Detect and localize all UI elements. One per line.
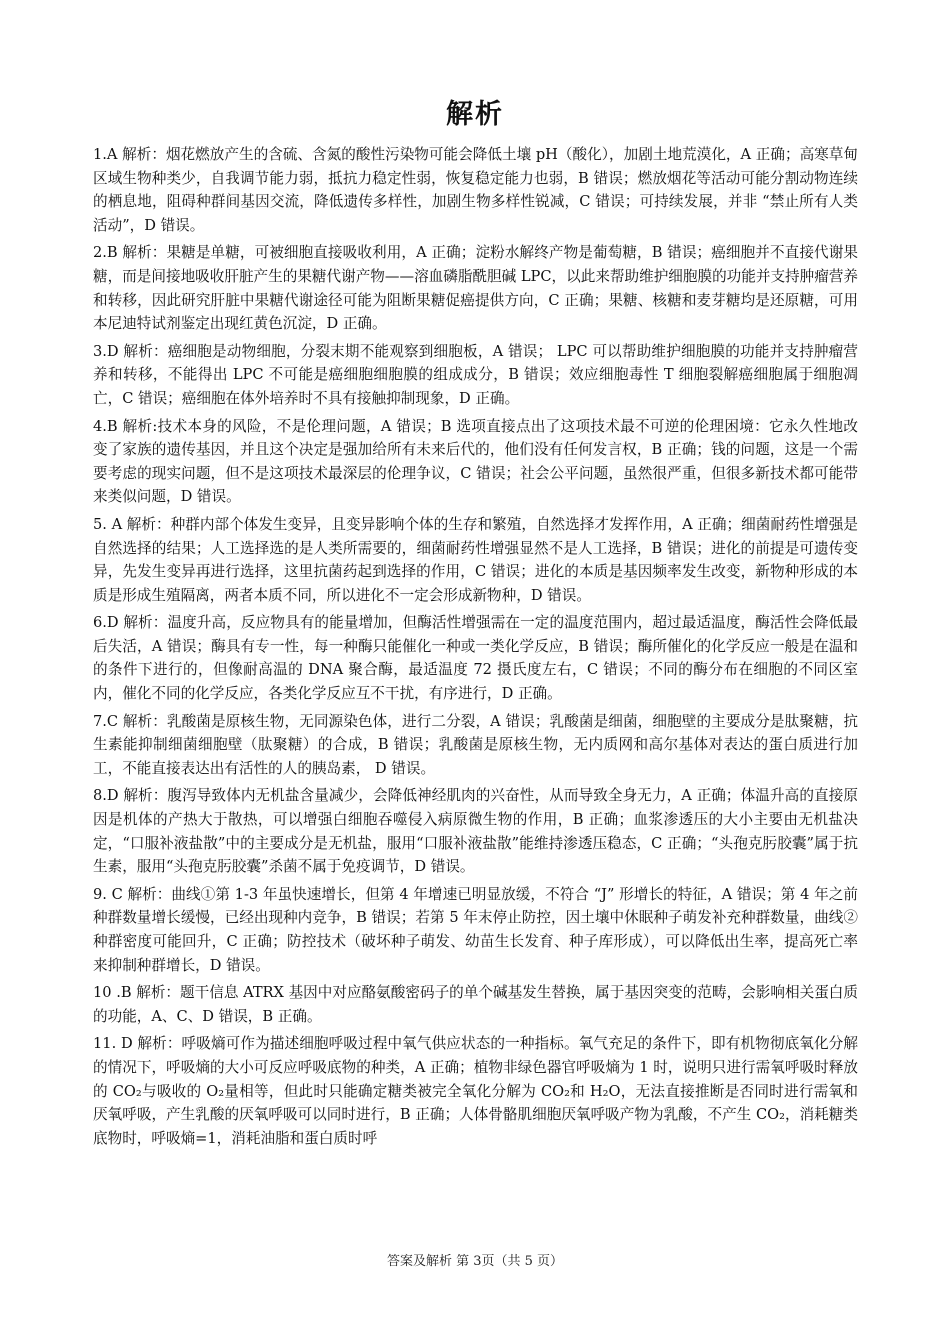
- answer-analysis-7: 7.C 解析：乳酸菌是原核生物，无同源染色体，进行二分裂，A 错误；乳酸菌是细菌，细胞壁的主要成分是肽聚糖，抗生素能抑制细菌细胞壁（肽聚糖）的合成，B 错误；乳酸菌是原核生物，无内质网和高尔基体对表达的蛋白质进行加工，不能直接表达出有活性的人的胰岛素， D 错误。: [93, 712, 858, 777]
- answer-analysis-10: 10 .B 解析：题干信息 ATRX 基因中对应酪氨酸密码子的单个碱基发生替换，属于基因突变的范畴，会影响相关蛋白质的功能，A、C、D 错误，B 正确。: [93, 984, 858, 1025]
- page-footer: 答案及解析 第 3页（共 5 页）: [386, 1254, 564, 1269]
- answer-analysis-5: 5. A 解析：种群内部个体发生变异，且变异影响个体的生存和繁殖，自然选择才发挥作用，A 正确；细菌耐药性增强是自然选择的结果；人工选择选的是人类所需要的，细菌耐药性增强显然不是人工选择，B 错误；进化的前提是可遗传变异，先发生变异再进行选择，这里抗菌药起到选择的作用，C 错误；进化的本质是基因频率发生改变，新物种形成的本质是形成生殖隔离，两者本质不同，所以进化不一定会形成新物种，D 错误。: [93, 515, 858, 604]
- answer-analysis-9: 9. C 解析：曲线①第 1-3 年虽快速增长，但第 4 年增速已明显放缓，不符合 “J” 形增长的特征，A 错误；第 4 年之前种群数量增长缓慢，已经出现种内竞争，B 错误；若第 5 年末停止防控，因土壤中休眠种子萌发补充种群数量，曲线②种群密度可能回升，C 正确；防控技术（破坏种子萌发、幼苗生长发育、种子库形成），可以降低出生率，提高死亡率来抑制种群增长，D 错误。: [93, 885, 858, 974]
- answer-analysis-3: 3.D 解析：癌细胞是动物细胞，分裂末期不能观察到细胞板，A 错误； LPC 可以帮助维护细胞膜的功能并支持肿瘤营养和转移，不能得出 LPC 不可能是癌细胞细胞膜的组成成分，B 错误；效应细胞毒性 T 细胞裂解癌细胞属于细胞凋亡，C 错误；癌细胞在体外培养时不具有接触抑制现象，D 正确。: [93, 342, 858, 407]
- answer-analysis-8: 8.D 解析：腹泻导致体内无机盐含量减少，会降低神经肌肉的兴奋性，从而导致全身无力，A 正确；体温升高的直接原因是机体的产热大于散热，可以增强白细胞吞噬侵入病原微生物的作用，B 正确；血浆渗透压的大小主要由无机盐决定，“口服补液盐散”中的主要成分是无机盐，服用“口服补液盐散”能维持渗透压稳态，C 正确；“头孢克肟胶囊”属于抗生素，服用“头孢克肟胶囊”杀菌不属于免疫调节，D 错误。: [93, 787, 858, 876]
- answer-analysis-4: 4.B 解析:技术本身的风险，不是伦理问题，A 错误；B 选项直接点出了这项技术最不可逆的伦理困境：它永久性地改变了家族的遗传基因，并且这个决定是强加给所有未来后代的，他们没有任何发言权，B 正确；钱的问题，这是一个需要考虑的现实问题，但不是这项技术最深层的伦理争议，C 错误；社会公平问题，虽然很严重，但很多新技术都可能带来类似问题，D 错误。: [93, 417, 858, 506]
- answer-analysis-11: 11. D 解析：呼吸熵可作为描述细胞呼吸过程中氧气供应状态的一种指标。氧气充足的条件下，即有机物彻底氧化分解的情况下，呼吸熵的大小可反应呼吸底物的种类，A 正确；植物非绿色器官呼吸熵为 1 时，说明只进行需氧呼吸时释放的 CO₂与吸收的 O₂量相等，但此时只能确定糖类被完全氧化分解为 CO₂和 H₂O，无法直接推断是否同时进行需氧和厌氧呼吸，产生乳酸的厌氧呼吸可以同时进行，B 正确；人体骨骼肌细胞厌氧呼吸产物为乳酸，不产生 CO₂，消耗糖类底物时，呼吸熵=1，消耗油脂和蛋白质时呼: [93, 1035, 858, 1147]
- answer-analysis-2: 2.B 解析：果糖是单糖，可被细胞直接吸收利用，A 正确；淀粉水解终产物是葡萄糖，B 错误；癌细胞并不直接代谢果糖，而是间接地吸收肝脏产生的果糖代谢产物——溶血磷脂酰胆碱 LPC，以此来帮助维护细胞膜的功能并支持肿瘤营养和转移，因此研究肝脏中果糖代谢途径可能为阻断果糖促癌提供方向，C 正确；果糖、核糖和麦芽糖均是还原糖，可用本尼迪特试剂鉴定出现红黄色沉淀，D 正确。: [93, 244, 859, 333]
- page-title: 解析: [446, 99, 504, 130]
- answer-analysis-1: 1.A 解析：烟花燃放产生的含硫、含氮的酸性污染物可能会降低土壤 pH（酸化），加剧土地荒漠化，A 正确；高寒草甸区域生物种类少，自我调节能力弱，抵抗力稳定性弱，恢复稳定能力也弱，B 错误；燃放烟花等活动可能分割动物连续的栖息地，阻碍种群间基因交流，降低遗传多样性，加剧生物多样性锐减，C 错误；可持续发展，并非 “禁止所有人类活动”，D 错误。: [93, 146, 858, 234]
- analysis-content: [93, 143, 858, 1154]
- answer-analysis-6: 6.D 解析：温度升高，反应物具有的能量增加，但酶活性增强需在一定的温度范围内，超过最适温度，酶活性会降低最后失活，A 错误；酶具有专一性，每一种酶只能催化一种或一类化学反应，B 错误；酶所催化的化学反应一般是在温和的条件下进行的，但像耐高温的 DNA 聚合酶，最适温度 72 摄氏度左右，C 错误；不同的酶分布在细胞的不同区室内，催化不同的化学反应，各类化学反应互不干扰，有序进行，D 正确。: [93, 614, 858, 703]
